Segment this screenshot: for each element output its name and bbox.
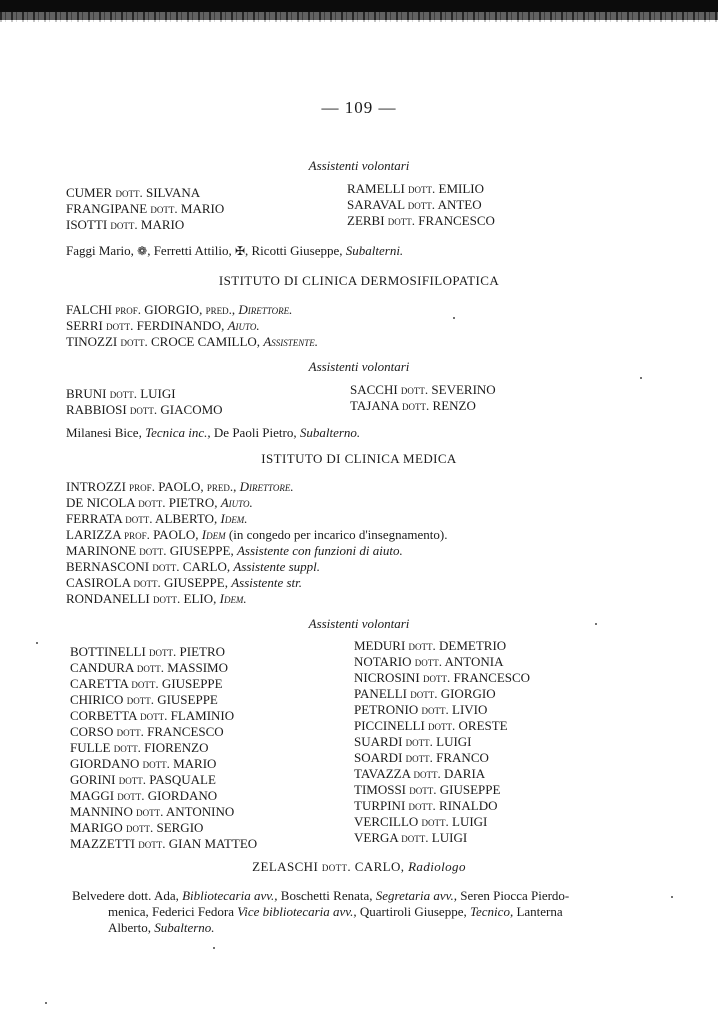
list-item: CHIRICO dott. GIUSEPPE <box>70 692 218 707</box>
person-line <box>66 302 292 318</box>
person-name: ZELASCHI dott. CARLO, <box>252 859 405 874</box>
person-name: INTROZZI prof. PAOLO, pred., <box>66 479 237 494</box>
list-item: GORINI dott. PASQUALE <box>70 772 216 787</box>
list-item: GIORDANO dott. MARIO <box>70 756 217 771</box>
person-line <box>66 575 302 591</box>
volunteer-assistants-heading-1: Assistenti volontari <box>308 158 410 173</box>
volunteers-left-column-3 <box>70 644 257 852</box>
volunteer-assistants-heading-2: Assistenti volontari <box>308 359 410 374</box>
scan-speck <box>45 1002 47 1004</box>
list-item: SUARDI dott. LUIGI <box>354 734 472 749</box>
person-name: DE NICOLA dott. PIETRO, <box>66 495 218 510</box>
scan-speck <box>671 896 673 898</box>
scan-speck <box>36 642 38 644</box>
list-item: PANELLI dott. GIORGIO <box>354 686 496 701</box>
person-line <box>66 591 247 607</box>
institute-title-clinica-medica: ISTITUTO DI CLINICA MEDICA <box>261 451 457 466</box>
scan-speck <box>595 623 597 625</box>
person-line <box>66 334 318 350</box>
person-name: FALCHI prof. GIORGIO, pred., <box>66 302 236 317</box>
staff-role: Bibliotecaria avv., <box>182 888 278 903</box>
list-item: PETRONIO dott. LIVIO <box>354 702 488 717</box>
person-role: Assistente str. <box>231 575 303 590</box>
person-role: Direttore. <box>239 479 294 494</box>
person-name: BERNASCONI dott. CARLO, <box>66 559 231 574</box>
list-item: VERGA dott. LUIGI <box>354 830 468 845</box>
list-item: MAGGI dott. GIORDANO <box>70 788 218 803</box>
staff-role: Tecnica inc., <box>145 425 211 440</box>
person-line <box>66 479 294 495</box>
staff-line <box>72 888 632 904</box>
list-item: TAVAZZA dott. DARIA <box>354 766 486 781</box>
list-item: SARAVAL dott. ANTEO <box>347 197 482 212</box>
list-item: MANNINO dott. ANTONINO <box>70 804 235 819</box>
staff-role: Tecnico, <box>469 904 514 919</box>
person-role: Idem <box>201 527 226 542</box>
list-item: BRUNI dott. LUIGI <box>66 386 176 401</box>
list-item: RABBIOSI dott. GIACOMO <box>66 402 223 417</box>
person-role: Idem. <box>220 511 248 526</box>
person-name: SERRI dott. FERDINANDO, <box>66 318 225 333</box>
staff-name: Quartiroli Giuseppe, <box>359 904 467 919</box>
staff-name: Milanesi Bice, <box>66 425 142 440</box>
list-item: MARIGO dott. SERGIO <box>70 820 204 835</box>
list-item: BOTTINELLI dott. PIETRO <box>70 644 226 659</box>
staff-paragraph-3 <box>72 888 632 936</box>
person-name: LARIZZA prof. PAOLO, <box>66 527 199 542</box>
person-name: MARINONE dott. GIUSEPPE, <box>66 543 234 558</box>
person-role: Assistente con funzioni di aiuto. <box>236 543 403 558</box>
person-role: Direttore. <box>238 302 293 317</box>
staff-name: , Ricotti Giuseppe, <box>245 243 343 258</box>
list-item: ZERBI dott. FRANCESCO <box>347 213 495 228</box>
list-item: CORSO dott. FRANCESCO <box>70 724 224 739</box>
list-item: NOTARIO dott. ANTONIA <box>354 654 504 669</box>
person-line <box>66 495 253 511</box>
staff-role: Subalterno. <box>299 425 361 440</box>
volunteers-left-column-2 <box>66 386 223 418</box>
volunteer-assistants-heading-3: Assistenti volontari <box>308 616 410 631</box>
list-item: VERCILLO dott. LUIGI <box>354 814 488 829</box>
scan-speck <box>453 317 455 319</box>
person-role: Idem. <box>219 591 247 606</box>
list-item: RAMELLI dott. EMILIO <box>347 181 485 196</box>
list-item: SOARDI dott. FRANCO <box>354 750 489 765</box>
staff-name: , Ferretti Attilio, <box>147 243 232 258</box>
person-role: Radiologo <box>408 859 466 874</box>
list-item: MEDURI dott. DEMETRIO <box>354 638 507 653</box>
staff-role: Segretaria avv., <box>375 888 457 903</box>
person-name: RONDANELLI dott. ELIO, <box>66 591 217 606</box>
list-item: SACCHI dott. SEVERINO <box>350 382 496 397</box>
person-line <box>66 559 320 575</box>
list-item: FRANGIPANE dott. MARIO <box>66 201 225 216</box>
institute-title-dermosifilopatica: ISTITUTO DI CLINICA DERMOSIFILOPATICA <box>218 273 500 288</box>
person-name: TINOZZI dott. CROCE CAMILLO, <box>66 334 261 349</box>
staff-name: Faggi Mario, <box>66 243 134 258</box>
list-item: CUMER dott. SILVANA <box>66 185 201 200</box>
list-item: NICROSINI dott. FRANCESCO <box>354 670 531 685</box>
person-name: CASIROLA dott. GIUSEPPE, <box>66 575 228 590</box>
list-item: TIMOSSI dott. GIUSEPPE <box>354 782 501 797</box>
person-role: Aiuto. <box>227 318 260 333</box>
staff-role: Subalterno. <box>154 920 215 935</box>
list-item: ISOTTI dott. MARIO <box>66 217 185 232</box>
staff-line <box>72 920 632 936</box>
person-role: Assistente suppl. <box>233 559 321 574</box>
person-line <box>66 511 248 527</box>
staff-line-2 <box>66 425 360 441</box>
page-number: — 109 — <box>321 98 397 117</box>
person-line <box>66 543 403 559</box>
list-item: MAZZETTI dott. GIAN MATTEO <box>70 836 258 851</box>
volunteers-left-column-1 <box>66 185 224 233</box>
staff-name: De Paoli Pietro, <box>213 425 297 440</box>
list-item: TAJANA dott. RENZO <box>350 398 476 413</box>
list-item: TURPINI dott. RINALDO <box>354 798 498 813</box>
staff-name: Alberto, <box>108 920 151 935</box>
list-item: PICCINELLI dott. ORESTE <box>354 718 508 733</box>
person-line <box>66 527 447 543</box>
staff-role: Subalterni. <box>345 243 404 258</box>
list-item: CORBETTA dott. FLAMINIO <box>70 708 235 723</box>
staff-name: menica, Federici Fedora <box>108 904 234 919</box>
medal-icon: ❁ <box>137 244 148 258</box>
staff-line-1 <box>66 243 403 259</box>
staff-name: Belvedere dott. Ada, <box>72 888 179 903</box>
person-role: Aiuto. <box>220 495 253 510</box>
list-item: CARETTA dott. GIUSEPPE <box>70 676 223 691</box>
list-item: CANDURA dott. MASSIMO <box>70 660 228 675</box>
staff-line <box>72 904 632 920</box>
staff-name: Boschetti Renata, <box>280 888 373 903</box>
scan-speck <box>640 377 642 379</box>
person-note: (in congedo per incarico d'insegnamento). <box>228 527 448 542</box>
staff-role: Vice bibliotecaria avv., <box>237 904 357 919</box>
volunteers-right-column-2 <box>350 382 496 414</box>
volunteers-right-column-1 <box>347 181 495 229</box>
staff-name: Seren Piocca Pierdo- <box>460 888 570 903</box>
scan-speck <box>213 947 215 949</box>
person-role: Assistente. <box>263 334 319 349</box>
volunteers-right-column-3 <box>354 638 530 846</box>
cross-icon: ✠ <box>234 244 246 258</box>
person-line <box>66 318 260 334</box>
list-item: FULLE dott. FIORENZO <box>70 740 209 755</box>
person-name: FERRATA dott. ALBERTO, <box>66 511 218 526</box>
radiologist-line <box>0 859 718 875</box>
staff-name: Lanterna <box>516 904 563 919</box>
